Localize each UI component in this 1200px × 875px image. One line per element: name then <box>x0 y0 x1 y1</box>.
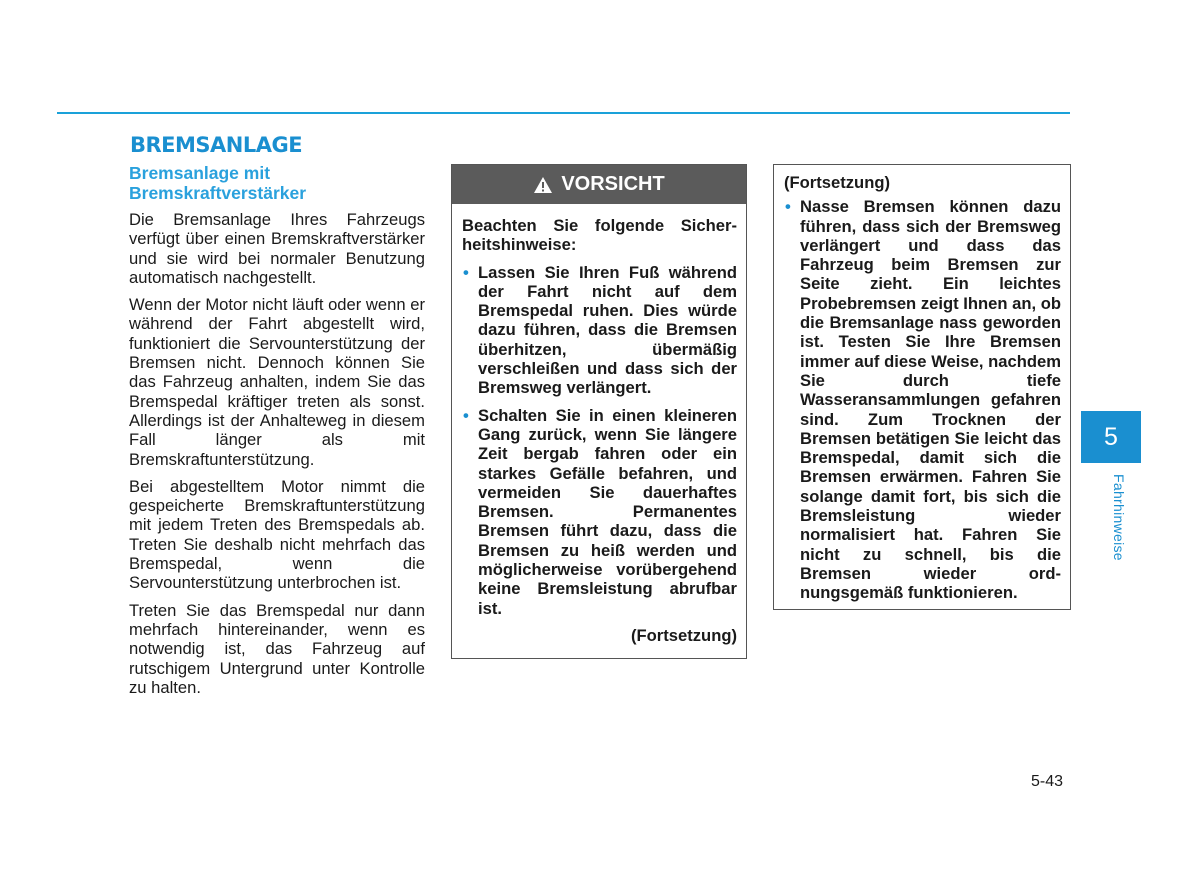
chapter-label: Fahrhinweise <box>1111 474 1127 561</box>
caution-header <box>452 165 746 204</box>
list-item <box>462 406 737 618</box>
bullet-icon: • <box>463 262 469 282</box>
bullet-icon: • <box>463 405 469 425</box>
list-item <box>462 263 737 398</box>
continued-list <box>784 197 1061 602</box>
list-item-text: Schalten Sie in einen kleineren Gang zurück, wenn Sie längere Zeit bergab fahren oder ein starkes Gefälle befahren, und vermeiden Sie dauerhaftes Bremsen. Permanentes Bremsen führt dazu, dass die Bremsen zu heiß werden und möglicherweise vorübergehend keine Bremsleistung abrufbar ist. <box>478 405 737 618</box>
paragraph: Bei abgestelltem Motor nimmt die gespeicherte Bremskraftunterstützung mit jedem Treten des Bremspedals ab. Treten Sie deshalb nicht mehrfach das Bremspedal, wenn die Servounterstützung unterbrochen ist. <box>129 476 425 593</box>
continued-heading: (Fortsetzung) <box>784 173 890 192</box>
paragraph: Treten Sie das Bremspedal nur dann mehrfach hintereinander, wenn es notwendig ist, das Fahrzeug auf rutschigem Untergrund unter Kontrolle zu halten. <box>129 600 425 697</box>
caution-list <box>462 263 737 618</box>
subsection-title: Bremsanlage mit Bremskraftverstärker <box>129 163 307 203</box>
paragraph: Wenn der Motor nicht läuft oder wenn er während der Fahrt abgestellt wird, funktioniert die Servounterstützung der Bremsen nicht. Dennoch können Sie das Fahrzeug anhalten, indem Sie das Bremspedal kräftiger treten als sonst. Allerdings ist der Anhalteweg in diesem Fall länger als mit Bremskraftunterstützung. <box>129 295 425 469</box>
list-item-text: Nasse Bremsen können dazu führen, dass sich der Bremsweg verlängert und dass das Fahrzeug beim Bremsen zur Seite zieht. Ein leichtes Probebremsen zeigt Ihnen an, ob die Bremsanlage nass geworden ist. Testen Sie Ihre Bremsen immer auf diese Weise, nachdem Sie durch tiefe Wasseransammlungen gefahren sind. Zum Trocknen der Bremsen betätigen Sie leicht das Bremspedal, damit sich die Bremsen erwärmen. Fahren Sie solange damit fort, bis sich die Bremsleistung wieder normalisiert hat. Fahren Sie nicht zu schnell, bis die Bremsen wieder ordnungsgemäß funktionieren. <box>800 197 1061 603</box>
page-number: 5-43 <box>1031 773 1064 790</box>
bullet-icon: • <box>785 197 791 217</box>
body-text-column <box>129 210 425 705</box>
section-title: BREMSANLAGE <box>130 133 303 157</box>
caution-box <box>451 164 747 659</box>
caution-intro: Beachten Sie folgende Sicherheitshinweise: <box>462 216 737 255</box>
warning-triangle-icon <box>533 176 553 194</box>
list-item-text: Lassen Sie Ihren Fuß während der Fahrt nicht auf dem Bremspedal ruhen. Dies würde dazu führen, dass die Bremsen überhitzen, übermäßig verschleißen und dass sich der Bremsweg verlängert. <box>478 262 737 398</box>
continued-caution-box <box>773 164 1071 610</box>
caution-title: VORSICHT <box>561 173 665 195</box>
chapter-tab: 5 <box>1081 411 1141 463</box>
caution-body <box>452 204 746 645</box>
paragraph: Die Bremsanlage Ihres Fahrzeugs verfügt über einen Bremskraftverstärker und sie wird bei normaler Benutzung automatisch nachgestellt. <box>129 210 425 287</box>
header-rule <box>57 112 1070 114</box>
continued-note: (Fortsetzung) <box>631 625 737 645</box>
list-item <box>784 197 1061 602</box>
